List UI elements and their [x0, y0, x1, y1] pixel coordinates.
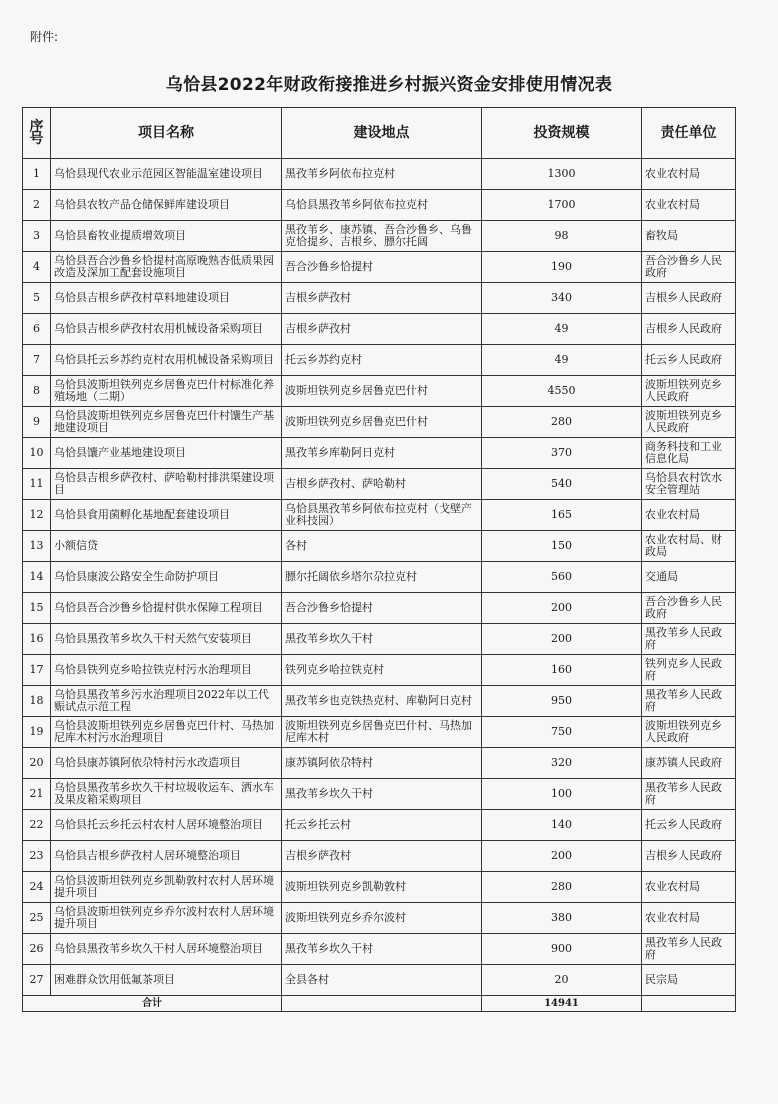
- cell-responsible-unit: 铁列克乡人民政府: [642, 655, 736, 686]
- cell-no: 13: [23, 531, 51, 562]
- table-row: [23, 872, 736, 903]
- cell-location: 康苏镇阿依尕特村: [282, 748, 482, 779]
- cell-responsible-unit: 吾合沙鲁乡人民政府: [642, 252, 736, 283]
- cell-investment: 98: [482, 221, 642, 252]
- cell-location: 全县各村: [282, 965, 482, 996]
- cell-no: 21: [23, 779, 51, 810]
- table-row: [23, 283, 736, 314]
- header-investment: 投资规模: [482, 108, 642, 159]
- cell-responsible-unit: 农业农村局: [642, 500, 736, 531]
- header-responsible-unit: 责任单位: [642, 108, 736, 159]
- cell-no: 9: [23, 407, 51, 438]
- cell-investment: 750: [482, 717, 642, 748]
- cell-project-name: 乌恰县黑孜苇乡坎久干村垃圾收运车、洒水车及果皮箱采购项目: [51, 779, 282, 810]
- total-investment: 14941: [482, 996, 642, 1012]
- table-row: [23, 221, 736, 252]
- cell-responsible-unit: 黑孜苇乡人民政府: [642, 686, 736, 717]
- cell-project-name: 乌恰县吉根乡萨孜村人居环境整治项目: [51, 841, 282, 872]
- cell-investment: 165: [482, 500, 642, 531]
- cell-no: 25: [23, 903, 51, 934]
- table-row: [23, 624, 736, 655]
- cell-location: 波斯坦铁列克乡居鲁克巴什村、马热加尼库木村: [282, 717, 482, 748]
- total-row: [23, 996, 736, 1012]
- cell-responsible-unit: 农业农村局: [642, 872, 736, 903]
- cell-no: 14: [23, 562, 51, 593]
- cell-investment: 140: [482, 810, 642, 841]
- cell-location: 黑孜苇乡也克铁热克村、库勒阿日克村: [282, 686, 482, 717]
- total-label: 合计: [23, 996, 282, 1012]
- cell-project-name: 乌恰县波斯坦铁列克乡居鲁克巴什村馕生产基地建设项目: [51, 407, 282, 438]
- cell-project-name: 乌恰县康苏镇阿依尕特村污水改造项目: [51, 748, 282, 779]
- cell-project-name: 乌恰县托云乡苏约克村农用机械设备采购项目: [51, 345, 282, 376]
- cell-location: 吉根乡萨孜村: [282, 841, 482, 872]
- cell-investment: 20: [482, 965, 642, 996]
- page-title: 乌恰县2022年财政衔接推进乡村振兴资金安排使用情况表: [165, 75, 613, 95]
- cell-no: 20: [23, 748, 51, 779]
- cell-project-name: 乌恰县黑孜苇乡污水治理项目2022年以工代赈试点示范工程: [51, 686, 282, 717]
- cell-location: 乌恰县黑孜苇乡阿依布拉克村（戈壁产业科技园）: [282, 500, 482, 531]
- cell-responsible-unit: 吉根乡人民政府: [642, 841, 736, 872]
- table-row: [23, 469, 736, 500]
- cell-no: 5: [23, 283, 51, 314]
- cell-no: 15: [23, 593, 51, 624]
- cell-no: 22: [23, 810, 51, 841]
- cell-project-name: 乌恰县馕产业基地建设项目: [51, 438, 282, 469]
- cell-investment: 150: [482, 531, 642, 562]
- table-body: [23, 159, 736, 1012]
- cell-location: 黑孜苇乡库勒阿日克村: [282, 438, 482, 469]
- funding-table: [22, 107, 736, 1012]
- cell-location: 波斯坦铁列克乡乔尔波村: [282, 903, 482, 934]
- table-row: [23, 500, 736, 531]
- cell-project-name: 乌恰县波斯坦铁列克乡居鲁克巴什村、马热加尼库木村污水治理项目: [51, 717, 282, 748]
- cell-location: 吾合沙鲁乡恰提村: [282, 593, 482, 624]
- cell-investment: 370: [482, 438, 642, 469]
- cell-project-name: 乌恰县吾合沙鲁乡恰提村高原晚熟杏低质果园改造及深加工配套设施项目: [51, 252, 282, 283]
- header-no: 序号: [23, 108, 51, 159]
- cell-investment: 900: [482, 934, 642, 965]
- cell-responsible-unit: 吉根乡人民政府: [642, 314, 736, 345]
- cell-responsible-unit: 黑孜苇乡人民政府: [642, 779, 736, 810]
- cell-no: 18: [23, 686, 51, 717]
- cell-responsible-unit: 乌恰县农村饮水安全管理站: [642, 469, 736, 500]
- table-row: [23, 438, 736, 469]
- cell-no: 3: [23, 221, 51, 252]
- table-row: [23, 903, 736, 934]
- cell-location: 黑孜苇乡坎久干村: [282, 934, 482, 965]
- cell-responsible-unit: 交通局: [642, 562, 736, 593]
- cell-investment: 200: [482, 624, 642, 655]
- table-row: [23, 810, 736, 841]
- cell-location: 各村: [282, 531, 482, 562]
- cell-investment: 560: [482, 562, 642, 593]
- cell-no: 23: [23, 841, 51, 872]
- cell-project-name: 困难群众饮用低氟茶项目: [51, 965, 282, 996]
- cell-location: 吾合沙鲁乡恰提村: [282, 252, 482, 283]
- cell-investment: 100: [482, 779, 642, 810]
- cell-location: 波斯坦铁列克乡居鲁克巴什村: [282, 407, 482, 438]
- cell-no: 8: [23, 376, 51, 407]
- cell-responsible-unit: 农业农村局、财政局: [642, 531, 736, 562]
- cell-investment: 200: [482, 593, 642, 624]
- cell-location: 黑孜苇乡阿依布拉克村: [282, 159, 482, 190]
- cell-project-name: 小额信贷: [51, 531, 282, 562]
- attachment-label: 附件:: [30, 30, 59, 44]
- cell-investment: 340: [482, 283, 642, 314]
- cell-investment: 280: [482, 407, 642, 438]
- cell-project-name: 乌恰县康波公路安全生命防护项目: [51, 562, 282, 593]
- cell-location: 膘尔托阔依乡塔尔尕拉克村: [282, 562, 482, 593]
- table-row: [23, 717, 736, 748]
- table-row: [23, 779, 736, 810]
- cell-no: 19: [23, 717, 51, 748]
- cell-location: 托云乡托云村: [282, 810, 482, 841]
- cell-no: 10: [23, 438, 51, 469]
- cell-no: 4: [23, 252, 51, 283]
- cell-location: 乌恰县黑孜苇乡阿依布拉克村: [282, 190, 482, 221]
- cell-no: 11: [23, 469, 51, 500]
- cell-responsible-unit: 托云乡人民政府: [642, 345, 736, 376]
- cell-investment: 540: [482, 469, 642, 500]
- cell-no: 7: [23, 345, 51, 376]
- table-row: [23, 562, 736, 593]
- table-header-row: [23, 108, 736, 159]
- cell-responsible-unit: 民宗局: [642, 965, 736, 996]
- cell-responsible-unit: 波斯坦铁列克乡人民政府: [642, 407, 736, 438]
- table-row: [23, 965, 736, 996]
- table-row: [23, 748, 736, 779]
- cell-investment: 190: [482, 252, 642, 283]
- table-row: [23, 190, 736, 221]
- cell-investment: 280: [482, 872, 642, 903]
- cell-responsible-unit: 农业农村局: [642, 159, 736, 190]
- cell-investment: 4550: [482, 376, 642, 407]
- cell-responsible-unit: 吾合沙鲁乡人民政府: [642, 593, 736, 624]
- cell-investment: 200: [482, 841, 642, 872]
- cell-location: 吉根乡萨孜村: [282, 283, 482, 314]
- cell-project-name: 乌恰县托云乡托云村农村人居环境整治项目: [51, 810, 282, 841]
- table-row: [23, 159, 736, 190]
- cell-project-name: 乌恰县吉根乡萨孜村、萨哈勒村排洪渠建设项目: [51, 469, 282, 500]
- cell-location: 托云乡苏约克村: [282, 345, 482, 376]
- header-project-name: 项目名称: [51, 108, 282, 159]
- table-row: [23, 531, 736, 562]
- cell-project-name: 乌恰县食用菌孵化基地配套建设项目: [51, 500, 282, 531]
- cell-project-name: 乌恰县波斯坦铁列克乡凯勒敦村农村人居环境提升项目: [51, 872, 282, 903]
- table-row: [23, 252, 736, 283]
- cell-no: 17: [23, 655, 51, 686]
- cell-location: 吉根乡萨孜村、萨哈勒村: [282, 469, 482, 500]
- cell-location: 黑孜苇乡坎久干村: [282, 624, 482, 655]
- cell-project-name: 乌恰县吾合沙鲁乡恰提村供水保障工程项目: [51, 593, 282, 624]
- total-unit-empty: [642, 996, 736, 1012]
- cell-no: 2: [23, 190, 51, 221]
- cell-location: 黑孜苇乡坎久干村: [282, 779, 482, 810]
- cell-investment: 1700: [482, 190, 642, 221]
- table-row: [23, 655, 736, 686]
- cell-investment: 320: [482, 748, 642, 779]
- cell-project-name: 乌恰县吉根乡萨孜村农用机械设备采购项目: [51, 314, 282, 345]
- cell-responsible-unit: 黑孜苇乡人民政府: [642, 624, 736, 655]
- cell-responsible-unit: 托云乡人民政府: [642, 810, 736, 841]
- cell-no: 24: [23, 872, 51, 903]
- header-location: 建设地点: [282, 108, 482, 159]
- table-row: [23, 407, 736, 438]
- cell-responsible-unit: 黑孜苇乡人民政府: [642, 934, 736, 965]
- cell-project-name: 乌恰县铁列克乡哈拉铁克村污水治理项目: [51, 655, 282, 686]
- total-location-empty: [282, 996, 482, 1012]
- table-row: [23, 345, 736, 376]
- table-row: [23, 841, 736, 872]
- table-row: [23, 314, 736, 345]
- cell-project-name: 乌恰县农牧产品仓储保鲜库建设项目: [51, 190, 282, 221]
- cell-project-name: 乌恰县波斯坦铁列克乡乔尔波村农村人居环境提升项目: [51, 903, 282, 934]
- cell-no: 16: [23, 624, 51, 655]
- cell-project-name: 乌恰县波斯坦铁列克乡居鲁克巴什村标准化养殖场地（二期）: [51, 376, 282, 407]
- cell-responsible-unit: 农业农村局: [642, 903, 736, 934]
- cell-project-name: 乌恰县黑孜苇乡坎久干村天然气安装项目: [51, 624, 282, 655]
- cell-location: 铁列克乡哈拉铁克村: [282, 655, 482, 686]
- cell-investment: 380: [482, 903, 642, 934]
- table-row: [23, 686, 736, 717]
- table-row: [23, 376, 736, 407]
- cell-project-name: 乌恰县现代农业示范园区智能温室建设项目: [51, 159, 282, 190]
- cell-investment: 160: [482, 655, 642, 686]
- cell-responsible-unit: 波斯坦铁列克乡人民政府: [642, 717, 736, 748]
- cell-responsible-unit: 波斯坦铁列克乡人民政府: [642, 376, 736, 407]
- cell-responsible-unit: 商务科技和工业信息化局: [642, 438, 736, 469]
- cell-no: 27: [23, 965, 51, 996]
- cell-location: 黑孜苇乡、康苏镇、吾合沙鲁乡、乌鲁克恰提乡、吉根乡、膘尔托阔: [282, 221, 482, 252]
- cell-no: 26: [23, 934, 51, 965]
- cell-investment: 1300: [482, 159, 642, 190]
- cell-project-name: 乌恰县吉根乡萨孜村草料地建设项目: [51, 283, 282, 314]
- cell-responsible-unit: 吉根乡人民政府: [642, 283, 736, 314]
- cell-investment: 49: [482, 314, 642, 345]
- cell-location: 吉根乡萨孜村: [282, 314, 482, 345]
- cell-responsible-unit: 畜牧局: [642, 221, 736, 252]
- table-row: [23, 593, 736, 624]
- cell-project-name: 乌恰县畜牧业提质增效项目: [51, 221, 282, 252]
- cell-investment: 950: [482, 686, 642, 717]
- cell-no: 1: [23, 159, 51, 190]
- cell-responsible-unit: 农业农村局: [642, 190, 736, 221]
- table-row: [23, 934, 736, 965]
- cell-no: 6: [23, 314, 51, 345]
- cell-project-name: 乌恰县黑孜苇乡坎久干村人居环境整治项目: [51, 934, 282, 965]
- cell-no: 12: [23, 500, 51, 531]
- cell-investment: 49: [482, 345, 642, 376]
- cell-location: 波斯坦铁列克乡凯勒敦村: [282, 872, 482, 903]
- cell-location: 波斯坦铁列克乡居鲁克巴什村: [282, 376, 482, 407]
- cell-responsible-unit: 康苏镇人民政府: [642, 748, 736, 779]
